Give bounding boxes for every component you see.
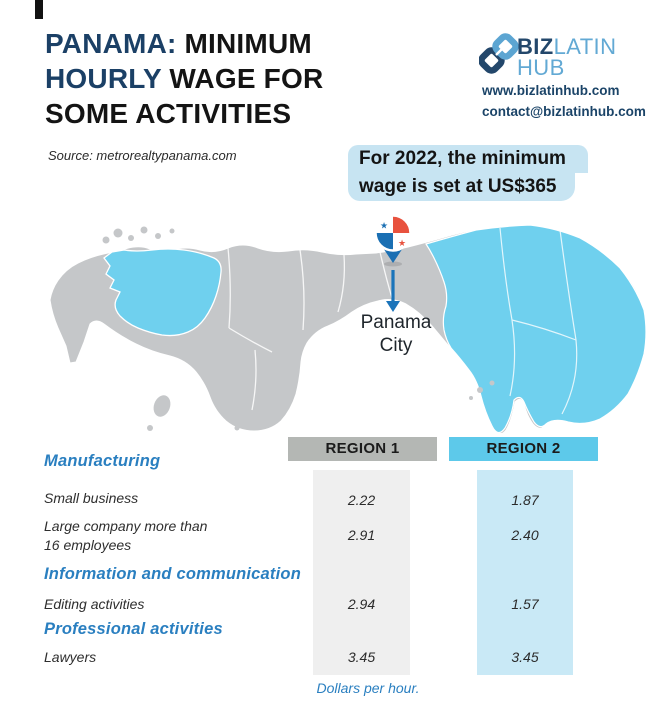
title-line2: HOURLY WAGE FOR [45, 63, 324, 94]
title-line3: SOME ACTIVITIES [45, 98, 292, 129]
panama-city-label-line1: Panama [360, 312, 432, 333]
callout-2022-minimum-wage [348, 145, 588, 201]
website-link: www.bizlatinhub.com [482, 83, 620, 98]
bizlatinhub-logo-text [517, 36, 616, 78]
column-header-region2: REGION 2 [449, 437, 598, 461]
value-editing-region2: 1.57 [511, 596, 539, 612]
row-label-large-company: Large company more than 16 employees [44, 518, 208, 553]
flag-star-blue: ★ [379, 220, 389, 231]
page-title [45, 26, 375, 131]
contact-block [482, 80, 646, 122]
value-small-business-region1: 2.22 [347, 492, 376, 508]
highlight-region-east [426, 225, 646, 433]
panama-provinces-map [0, 200, 650, 442]
logo-latin: LATIN [553, 34, 617, 59]
corner-accent-mark [35, 0, 43, 19]
value-lawyers-region2: 3.45 [511, 649, 539, 665]
column-header-region1: REGION 1 [288, 437, 437, 461]
category-professional-activities: Professional activities [44, 620, 223, 638]
unit-footnote: Dollars per hour. [316, 680, 420, 696]
row-label-lawyers: Lawyers [44, 649, 97, 665]
value-editing-region1: 2.94 [347, 596, 376, 612]
source-note: Source: metrorealtypanama.com [48, 148, 237, 163]
logo-hub: HUB [517, 55, 565, 80]
row-label-editing-activities: Editing activities [44, 596, 145, 612]
logo-biz: BIZ [517, 34, 554, 59]
panama-city-label-line2: City [379, 335, 413, 356]
category-information-communication: Information and communication [44, 565, 301, 583]
row-label-small-business: Small business [44, 490, 139, 506]
callout-line1: For 2022, the minimum [348, 145, 588, 173]
value-lawyers-region1: 3.45 [347, 649, 376, 665]
value-large-company-region1: 2.91 [347, 527, 376, 543]
value-large-company-region2: 2.40 [511, 527, 539, 543]
category-manufacturing: Manufacturing [44, 452, 161, 470]
title-line1: PANAMA: MINIMUM [45, 28, 312, 59]
callout-line2: wage is set at US$365 [348, 173, 575, 201]
email-link: contact@bizlatinhub.com [482, 104, 646, 119]
value-small-business-region2: 1.87 [511, 492, 539, 508]
bizlatinhub-logo-icon chain-links-icon [479, 32, 519, 76]
flag-star-red: ★ [397, 238, 407, 248]
